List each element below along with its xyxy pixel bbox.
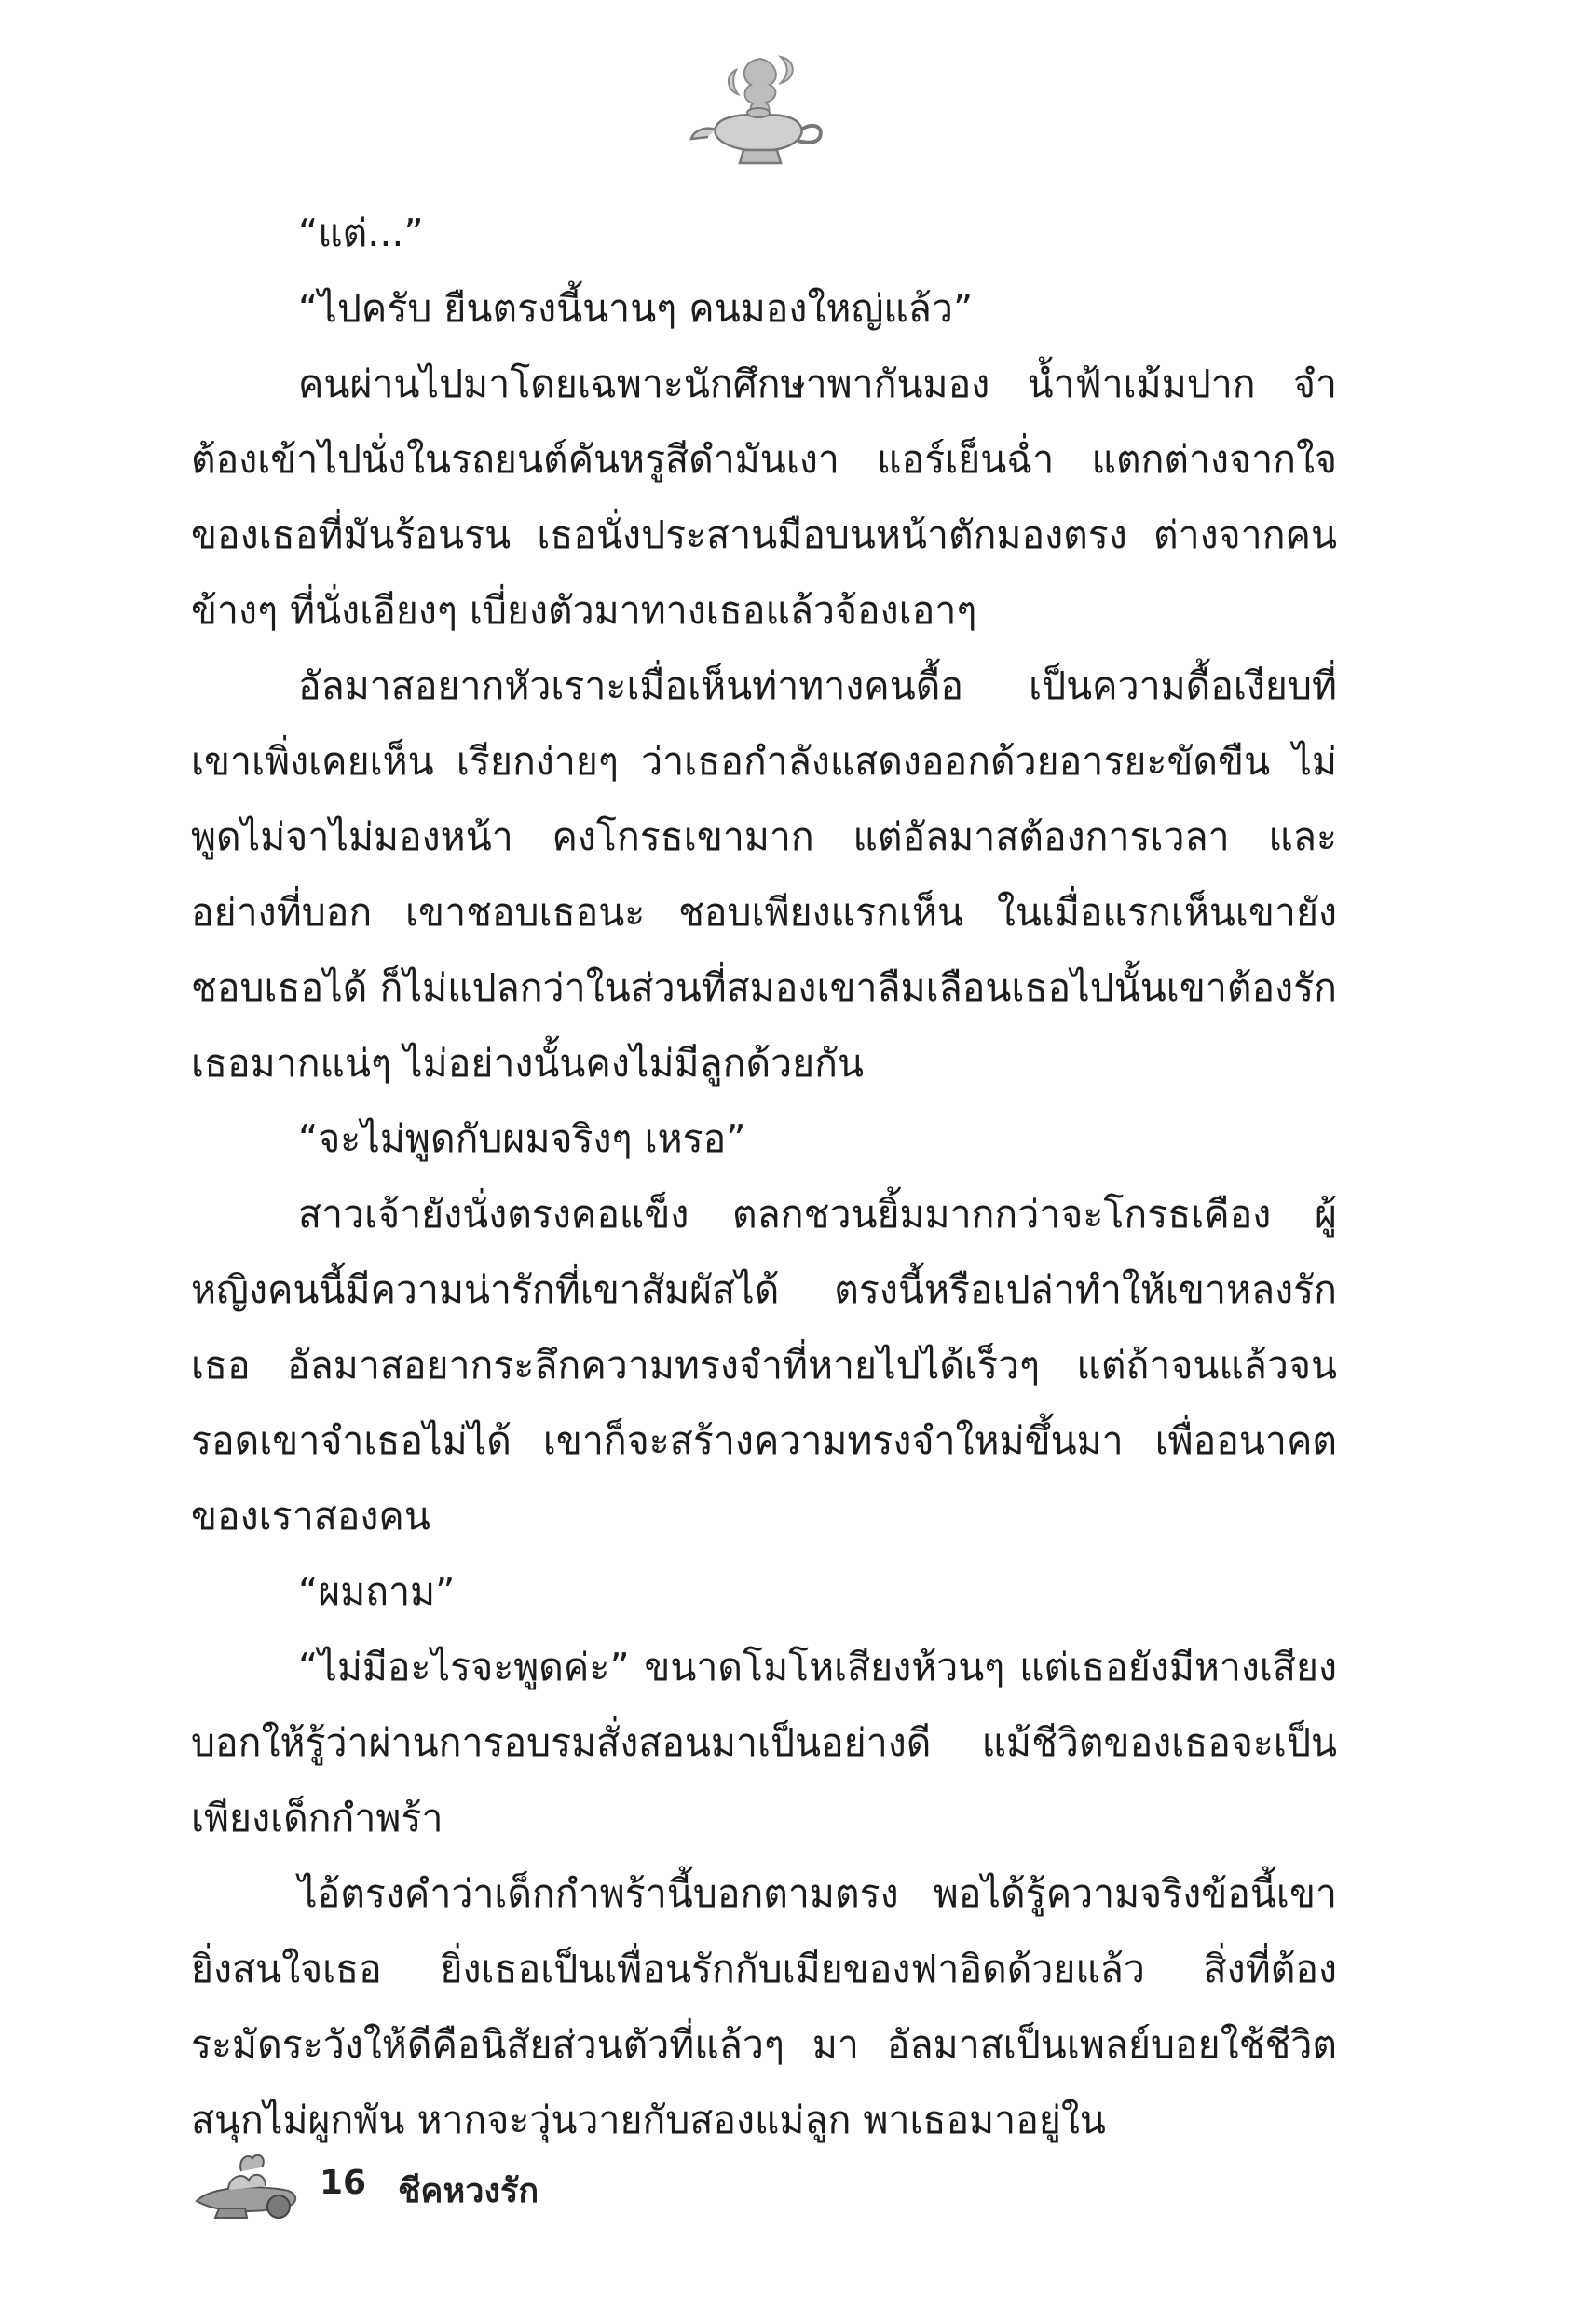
paragraph: คนผ่านไปมาโดยเฉพาะนักศึกษาพากันมอง น้ำฟ้าเม้มปาก จำต้องเข้าไปนั่งในรถยนต์คันหรูสีดำมันเงา แอร์เย็นฉ่ำ แตกต่างจากใจของเธอที่มันร้อนรน เธอนั่งประสานมือบนหน้าตักมองตรง ต่างจากคนข้างๆ ที่นั่งเอียงๆ เบี่ยงตัวมาทางเธอแล้วจ้องเอาๆ: [191, 362, 1337, 633]
paragraph: “แต่...”: [298, 211, 424, 255]
paragraph: “ไม่มีอะไรจะพูดค่ะ” ขนาดโมโหเสียงห้วนๆ แต่เธอยังมีหางเสียงบอกให้รู้ว่าผ่านการอบรมสั่งสอนมาเป็นอย่างดี แม้ชีวิตของเธอจะเป็นเพียงเด็กกำพร้า: [191, 1645, 1337, 1840]
page-number: 16: [320, 2164, 367, 2202]
paragraph: “ไปครับ ยืนตรงนี้นานๆ คนมองใหญ่แล้ว”: [298, 286, 974, 331]
book-title: ชีคหวงรัก: [398, 2172, 539, 2210]
paragraph: ไอ้ตรงคำว่าเด็กกำพร้านี้บอกตามตรง พอได้รู้ความจริงข้อนี้เขายิ่งสนใจเธอ ยิ่งเธอเป็นเพื่อนรักกับเมียของฟาอิดด้วยแล้ว สิ่งที่ต้องระมัดระวังให้ดีคือนิสัยส่วนตัวที่แล้วๆ มา อัลมาสเป็นเพลย์บอยใช้ชีวิตสนุกไม่ผูกพัน หากจะวุ่นวายกับสองแม่ลูก พาเธอมาอยู่ใน: [191, 1871, 1337, 2142]
story-body: [191, 196, 1337, 2158]
paragraph: “ผมถาม”: [298, 1569, 456, 1614]
genie-lamp-small-icon: [191, 2143, 303, 2222]
page-footer: [191, 2143, 843, 2227]
paragraph: อัลมาสอยากหัวเราะเมื่อเห็นท่าทางคนดื้อ เป็นความดื้อเงียบที่เขาเพิ่งเคยเห็น เรียกง่ายๆ ว่าเธอกำลังแสดงออกด้วยอารยะขัดขืน ไม่พูดไม่จาไม่มองหน้า คงโกรธเขามาก แต่อัลมาสต้องการเวลา และอย่างที่บอก เขาชอบเธอนะ ชอบเพียงแรกเห็น ในเมื่อแรกเห็นเขายังชอบเธอได้ ก็ไม่แปลกว่าในส่วนที่สมองเขาลืมเลือนเธอไปนั้นเขาต้องรักเธอมากแน่ๆ ไม่อย่างนั้นคงไม่มีลูกด้วยกัน: [191, 663, 1337, 1086]
genie-lamp-icon: [688, 51, 827, 172]
paragraph: “จะไม่พูดกับผมจริงๆ เหรอ”: [298, 1116, 746, 1161]
paragraph: สาวเจ้ายังนั่งตรงคอแข็ง ตลกชวนยิ้มมากกว่าจะโกรธเคือง ผู้หญิงคนนี้มีความน่ารักที่เขาสัมผัสได้ ตรงนี้หรือเปล่าทำให้เขาหลงรักเธอ อัลมาสอยากระลึกความทรงจำที่หายไปได้เร็วๆ แต่ถ้าจนแล้วจนรอดเขาจำเธอไม่ได้ เขาก็จะสร้างความทรงจำใหม่ขึ้นมา เพื่ออนาคตของเราสองคน: [191, 1192, 1337, 1538]
